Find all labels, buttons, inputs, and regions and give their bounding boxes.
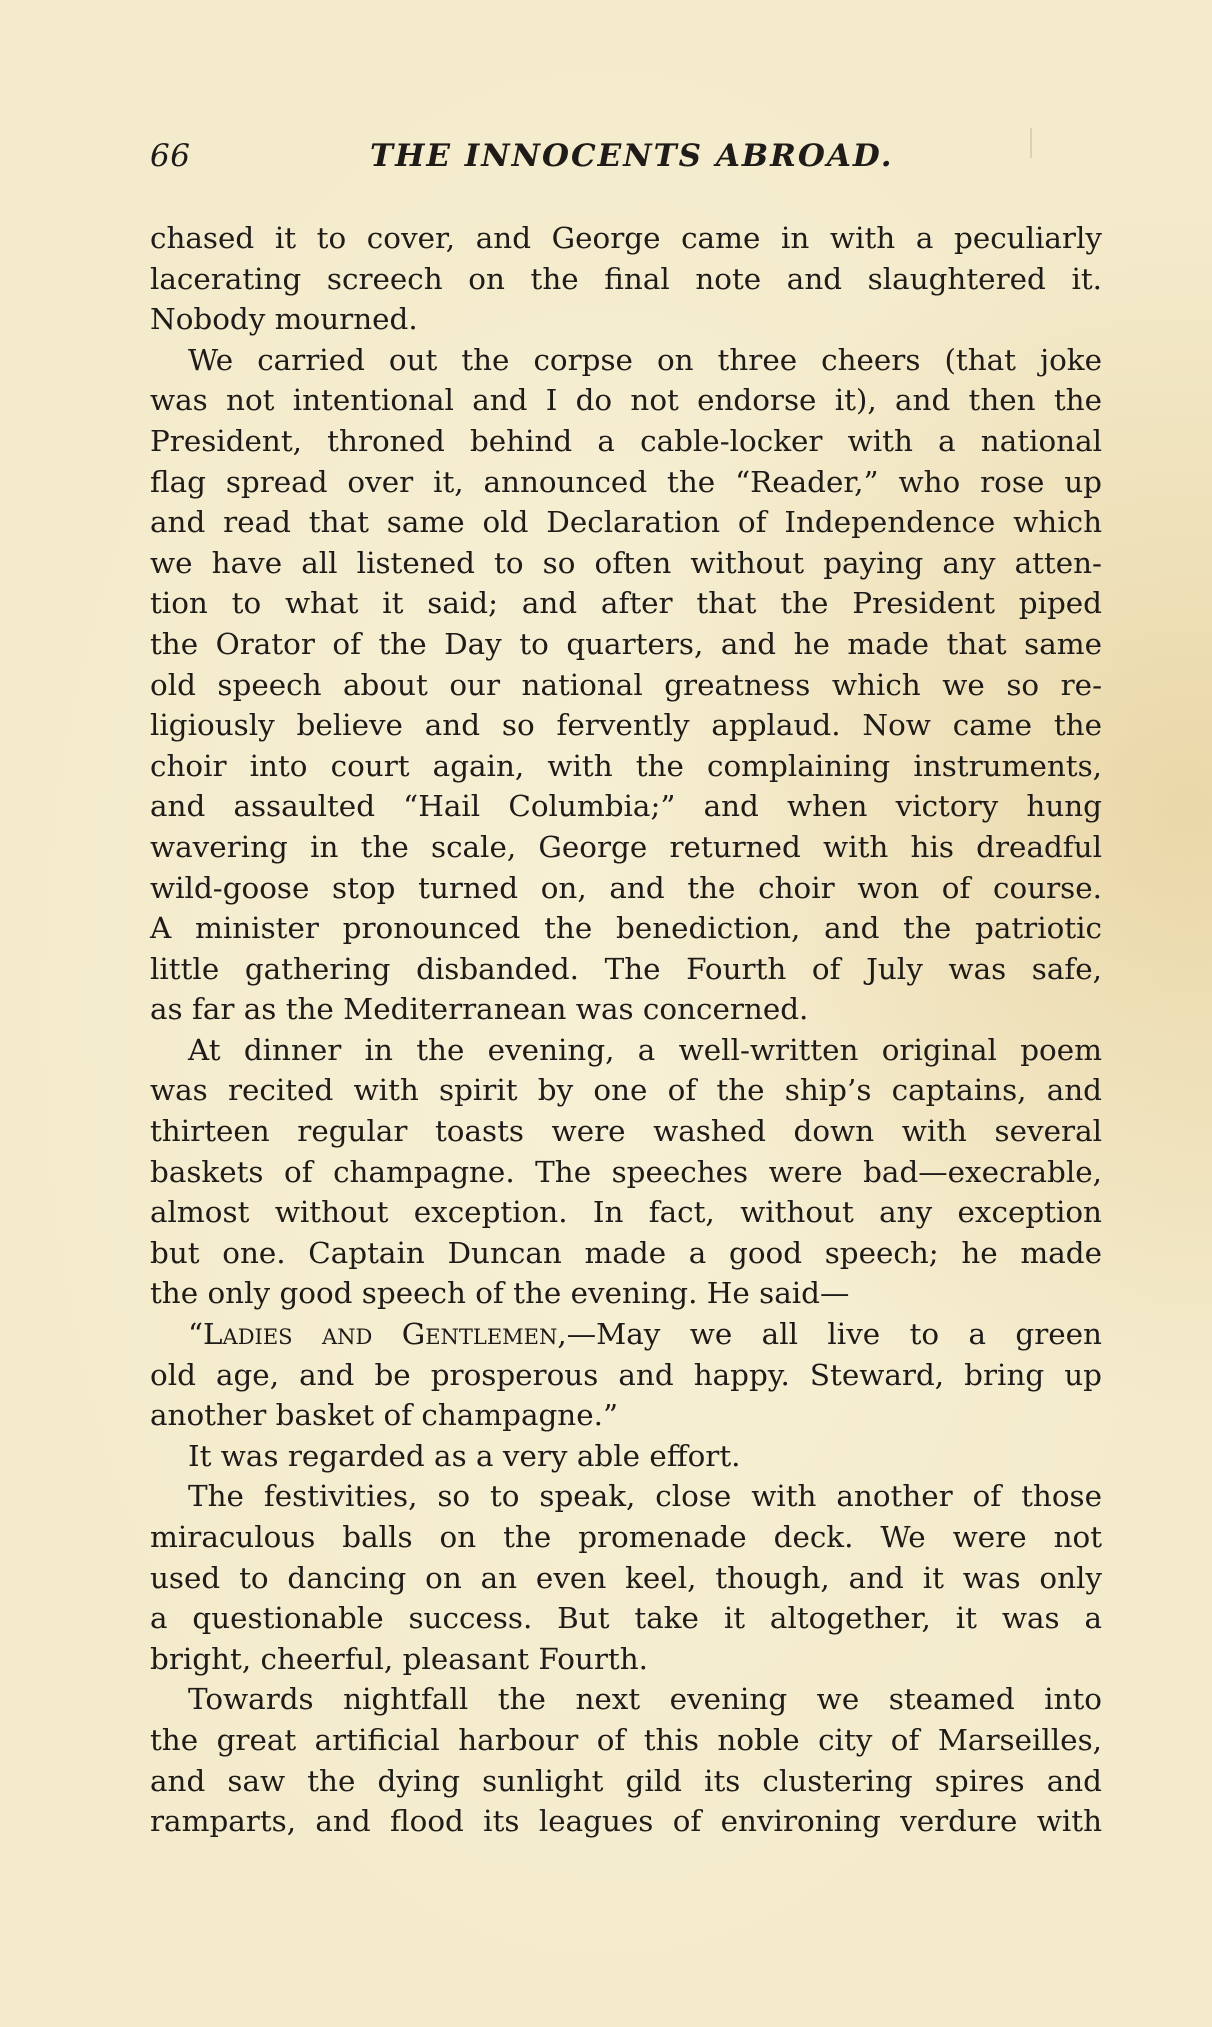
text-line: At dinner in the evening, a well-written original poem	[188, 1032, 1102, 1067]
text-line-remainder: —May we all live to a green	[566, 1317, 1102, 1352]
running-head: THE INNOCENTS ABROAD.	[370, 138, 894, 174]
text-line: the Orator of the Day to quarters, and he made that same	[150, 626, 1102, 661]
text-line: It was regarded as a very able effort.	[188, 1438, 741, 1473]
text-line: The festivities, so to speak, close with another of those	[188, 1479, 1102, 1514]
text-line: little gathering disbanded. The Fourth of July was safe,	[150, 951, 1102, 986]
text-line: and read that same old Declaration of Independence which	[150, 505, 1102, 540]
text-line: another basket of champagne.”	[150, 1398, 618, 1433]
text-line: We carried out the corpse on three cheers (that joke	[188, 342, 1102, 377]
text-line: was recited with spirit by one of the ship’s captains, and	[150, 1073, 1102, 1108]
text-line: flag spread over it, announced the “Reader,” who rose up	[150, 464, 1102, 499]
text-line: lacerating screech on the final note and slaughtered it.	[150, 261, 1102, 296]
text-line: a questionable success. But take it altogether, it was a	[150, 1601, 1102, 1636]
text-line: and assaulted “Hail Columbia;” and when victory hung	[150, 789, 1102, 824]
text-line: chased it to cover, and George came in with a peculiarly	[150, 221, 1102, 255]
text-line: Nobody mourned.	[150, 302, 418, 337]
text-line: wavering in the scale, George returned with his dreadful	[150, 829, 1102, 864]
text-line: bright, cheerful, pleasant Fourth.	[150, 1641, 648, 1676]
text-line: the only good speech of the evening. He said—	[150, 1276, 850, 1311]
text-line: old speech about our national greatness which we so re-	[150, 667, 1102, 702]
body-text	[150, 218, 1102, 1842]
text-line: choir into court again, with the complaining instruments,	[150, 748, 1102, 783]
page-number: 66	[150, 138, 191, 174]
text-line: wild-goose stop turned on, and the choir won of course.	[150, 870, 1102, 905]
text-line	[150, 1314, 1102, 1355]
text-line: President, throned behind a cable-locker with a national	[150, 423, 1102, 458]
text-line: almost without exception. In fact, without any exception	[150, 1195, 1102, 1230]
text-line: was not intentional and I do not endorse it), and then the	[150, 383, 1102, 418]
text-line: Towards nightfall the next evening we steamed into	[188, 1682, 1102, 1717]
text-line: ligiously believe and so fervently applaud. Now came the	[150, 708, 1102, 743]
text-line: we have all listened to so often without paying any atten-	[150, 545, 1102, 580]
text-line: old age, and be prosperous and happy. Steward, bring up	[150, 1357, 1102, 1392]
text-line: miraculous balls on the promenade deck. We were not	[150, 1520, 1102, 1554]
text-line: ramparts, and flood its leagues of environing verdure with	[150, 1804, 1102, 1839]
text-line: baskets of champagne. The speeches were bad—execrable,	[150, 1154, 1102, 1189]
text-line: but one. Captain Duncan made a good speech; he made	[150, 1235, 1102, 1270]
text-line: and saw the dying sunlight gild its clustering spires and	[150, 1763, 1102, 1798]
small-caps-salutation: “Ladies and Gentlemen,	[188, 1317, 567, 1352]
text-line: tion to what it said; and after that the President piped	[150, 586, 1102, 621]
page-header	[150, 138, 1100, 188]
text-line: thirteen regular toasts were washed down with several	[150, 1114, 1102, 1149]
text-line: used to dancing on an even keel, though, and it was only	[150, 1560, 1102, 1595]
text-line: A minister pronounced the benediction, and the patriotic	[150, 911, 1102, 946]
text-line: as far as the Mediterranean was concerned.	[150, 992, 809, 1027]
text-line: the great artificial harbour of this noble city of Marseilles,	[150, 1722, 1102, 1757]
